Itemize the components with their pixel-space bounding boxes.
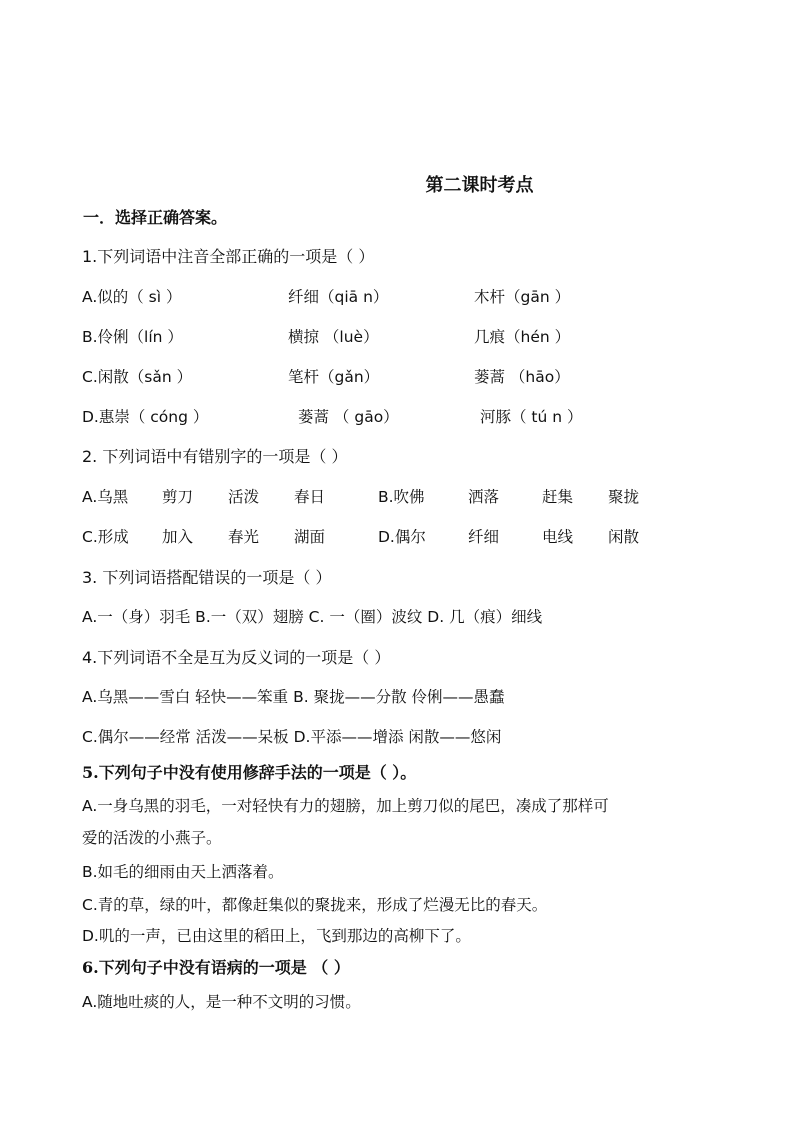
question-6-stem: 6.下列句子中没有语病的一项是 （ ） — [82, 958, 350, 977]
word-cell: 活泼 — [228, 488, 260, 506]
word-cell: 春光 — [228, 528, 260, 546]
word-cell: 剪刀 — [162, 488, 194, 506]
option-cell: 几痕（hén ） — [474, 328, 571, 346]
question-5-line: D.叽的一声，已由这里的稻田上，飞到那边的高柳下了。 — [82, 927, 471, 945]
option-cell: 河豚（ tú n ） — [480, 408, 583, 426]
question-5-stem: 5.下列句子中没有使用修辞手法的一项是（ ）。 — [82, 763, 417, 782]
option-cell: 纤细（qiā n） — [288, 288, 389, 306]
word-cell: 赶集 — [542, 488, 574, 506]
question-5-line: A.一身乌黑的羽毛，一对轻快有力的翅膀，加上剪刀似的尾巴，凑成了那样可 — [82, 797, 609, 815]
question-4-options-line-1: A.乌黑——雪白 轻快——笨重 B. 聚拢——分散 伶俐——愚蠢 — [82, 688, 505, 706]
word-cell: 湖面 — [294, 528, 326, 546]
question-5-line: B.如毛的细雨由天上洒落着。 — [82, 863, 284, 881]
question-4-stem: 4.下列词语不全是互为反义词的一项是（ ） — [82, 648, 391, 667]
word-cell: 电线 — [542, 528, 574, 546]
option-cell: 笔杆（gǎn） — [288, 368, 380, 386]
option-cell: 蒌蒿 （ gāo） — [298, 408, 399, 426]
option-cell: 蒌蒿 （hāo） — [474, 368, 570, 386]
word-cell: 洒落 — [468, 488, 500, 506]
question-2-stem: 2. 下列词语中有错别字的一项是（ ） — [82, 447, 348, 466]
word-cell: B.吹佛 — [378, 488, 425, 506]
option-cell: 横掠 （luè） — [288, 328, 379, 346]
word-cell: 纤细 — [468, 528, 500, 546]
option-cell: B.伶俐（lín ） — [82, 328, 183, 346]
question-6-line: A.随地吐痰的人，是一种不文明的习惯。 — [82, 993, 361, 1011]
word-cell: 春日 — [294, 488, 326, 506]
word-cell: D.偶尔 — [378, 528, 426, 546]
word-cell: 聚拢 — [608, 488, 640, 506]
option-cell: D.惠崇（ cóng ） — [82, 408, 209, 426]
question-5-line: C.青的草，绿的叶，都像赶集似的聚拢来，形成了烂漫无比的春天。 — [82, 896, 548, 914]
question-3-options: A.一（身）羽毛 B.一（双）翅膀 C. 一（圈）波纹 D. 几（痕）细线 — [82, 608, 543, 626]
question-4-options-line-2: C.偶尔——经常 活泼——呆板 D.平添——增添 闲散——悠闲 — [82, 728, 502, 746]
section-heading: 一．选择正确答案。 — [83, 208, 228, 227]
word-cell: 闲散 — [608, 528, 640, 546]
option-cell: A.似的（ sì ） — [82, 288, 182, 306]
question-3-stem: 3. 下列词语搭配错误的一项是（ ） — [82, 568, 332, 587]
option-cell: C.闲散（sǎn ） — [82, 368, 193, 386]
question-5-line: 爱的活泼的小燕子。 — [82, 829, 222, 847]
word-cell: C.形成 — [82, 528, 129, 546]
option-cell: 木杆（gān ） — [474, 288, 571, 306]
page-title: 第二课时考点 — [425, 175, 534, 196]
word-cell: 加入 — [162, 528, 194, 546]
question-1-stem: 1.下列词语中注音全部正确的一项是（ ） — [82, 247, 375, 266]
word-cell: A.乌黑 — [82, 488, 129, 506]
